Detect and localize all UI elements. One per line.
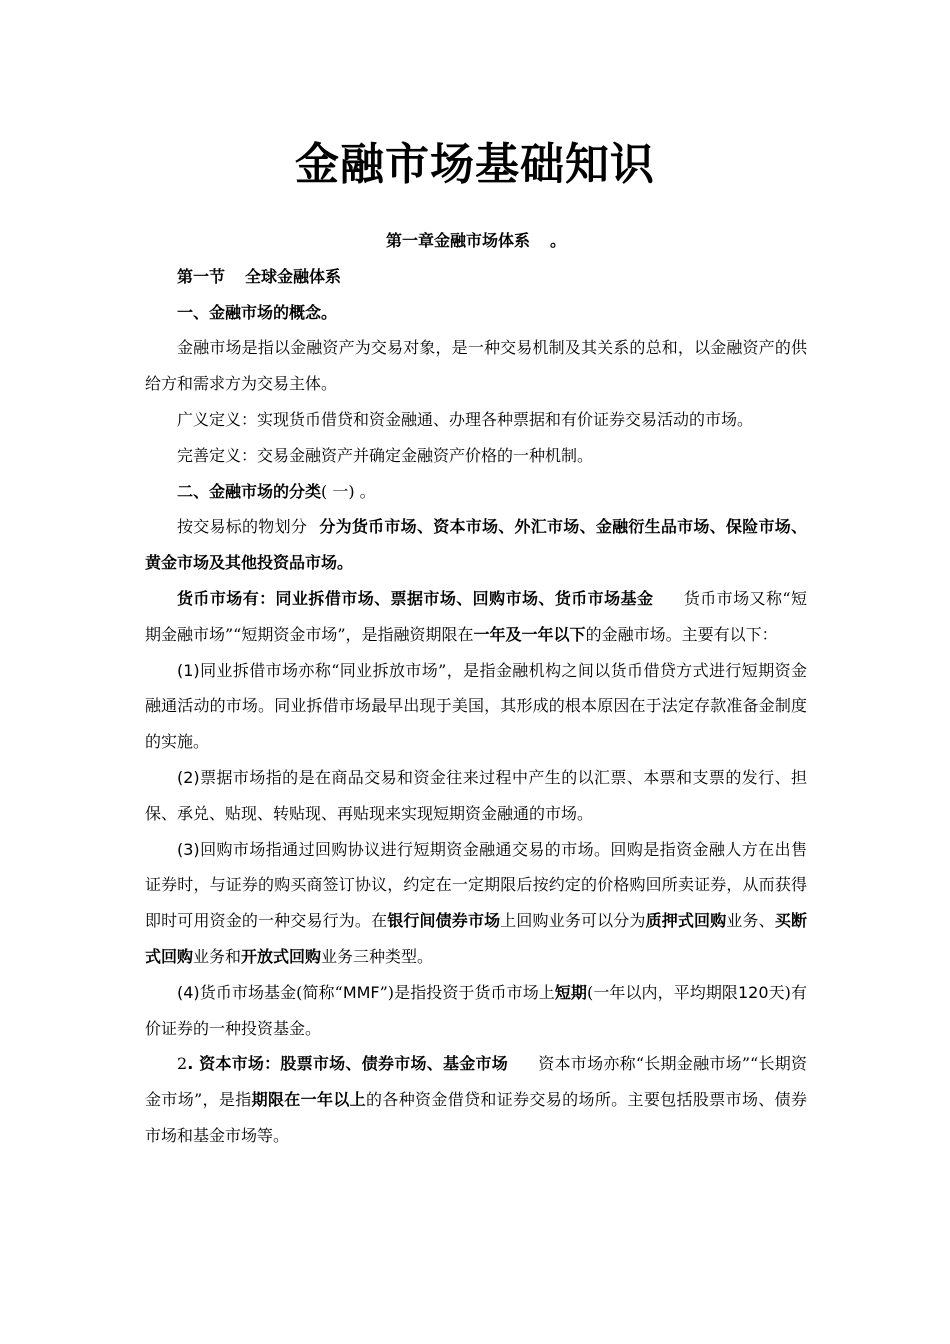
mmf-text-a: 货币市场基金(简称“ [199,982,343,1002]
document-title: 金融市场基础知识 [295,139,655,190]
paragraph-money-market-fund [145,975,807,1047]
market-types-list: 分为货币市场、资本市场、外汇市场、金融衍生品市场、保险市场、黄金市场及其他投资品市场。 [145,517,807,573]
heading-classification [145,474,807,510]
repo-text-g: 业务和 [193,946,242,966]
capital-term-long: 期限在一年以上 [251,1090,367,1110]
paragraph-interbank-lending [145,653,807,760]
repo-text-c: 上回购业务可以分为 [500,911,646,931]
money-market-term: 一年及一年以下 [473,624,586,644]
paragraph-market-types [145,509,807,581]
item-number-3: (3) [177,839,200,859]
bill-market-text: 票据市场指的是在商品交易和资金往来过程中产生的以汇票、本票和支票的发行、担保、承兑、贴现、转贴现、再贴现来实现短期资金融通的市场。 [145,767,807,823]
paragraph-definition: 金融市场是指以金融资产为交易对象，是一种交易机制及其关系的总和，以金融资产的供给方和需求方为交易主体。 [145,338,807,394]
capital-item-number: 2 [177,1054,188,1074]
item-number-4: (4) [177,982,200,1002]
repo-text-i: 业务三种类型。 [321,946,434,966]
money-market-text-c: 的金融市场。主要有以下： [585,624,778,644]
document-body [145,223,807,1154]
capital-text-a: 资本市场亦称“长期金融市场”“长期资金市场”，是指 [145,1054,807,1110]
heading-classification-bold: 二、金融市场的分类 [177,481,322,501]
heading-classification-suffix: ( 一) 。 [321,481,376,501]
chapter-dot: 。 [550,231,567,250]
mmf-text-d: (一年以内，平均期限 [587,982,738,1002]
money-market-text-a: 货币市场又称“短期金融市场”“短期资金市场”，是指融资期限在 [145,588,807,644]
repo-term-open: 开放式回购 [241,946,322,966]
item-number-2: (2) [177,767,200,787]
paragraph-repo-market [145,832,807,975]
repo-term-pledged: 质押式回购 [645,911,727,931]
paragraph-complete-definition: 完善定义：交易金融资产并确定金融资产价格的一种机制。 [177,445,594,465]
repo-text-e: 业务、 [726,911,775,931]
paragraph-capital-market [145,1046,807,1153]
section-number: 第一节 [177,266,226,286]
mmf-abbrev: MMF [342,982,380,1002]
paragraph-broad-definition: 广义定义：实现货币借贷和资金融通、办理各种票据和有价证券交易活动的市场。 [177,409,754,429]
chapter-text: 第一章金融市场体系 [385,231,530,250]
interbank-lending-text: 同业拆借市场亦称“同业拆放市场”，是指金融机构之间以货币借贷方式进行短期资金融通活动的市场。同业拆借市场最早出现于美国，其形成的根本原因在于法定存款准备金制度的实施。 [145,660,807,752]
item-number-1: (1) [177,660,200,680]
section-heading [145,259,807,295]
capital-text-c: 的各种资金借贷和证券交易的场所。主要包括股票市场、债券市场和基金市场等。 [145,1090,807,1145]
paragraph-bill-market [145,760,807,832]
repo-term-outright: 买断式回购 [145,911,807,966]
mmf-days-number: 120 [737,982,769,1002]
mmf-text-e: 天)有价证券的一种投资基金。 [145,982,807,1038]
repo-term-interbank: 银行间债券市场 [387,911,501,931]
repo-text-a: 回购市场指通过回购协议进行短期资金融通交易的市场。回购是指资金融人方在出售证券时，与证券的购买商签订协议，约定在一定期限后按约定的价格购回所卖证券，从而获得即时可用资金的一种交易行为。在 [145,839,807,931]
heading-concept: 一、金融市场的概念。 [177,302,338,322]
chapter-heading [145,223,807,259]
paragraph-money-market [145,581,807,653]
mmf-term-short: 短期 [554,982,587,1002]
money-market-heading: 货币市场有：同业拆借市场、票据市场、回购市场、货币市场基金 [177,588,654,608]
capital-market-heading: . 资本市场：股票市场、债券市场、基金市场 [187,1054,509,1074]
market-types-intro: 按交易标的物划分 [177,517,308,537]
section-title: 全球金融体系 [245,266,342,286]
mmf-text-b: ”)是指投资于货币市场上 [379,982,555,1002]
